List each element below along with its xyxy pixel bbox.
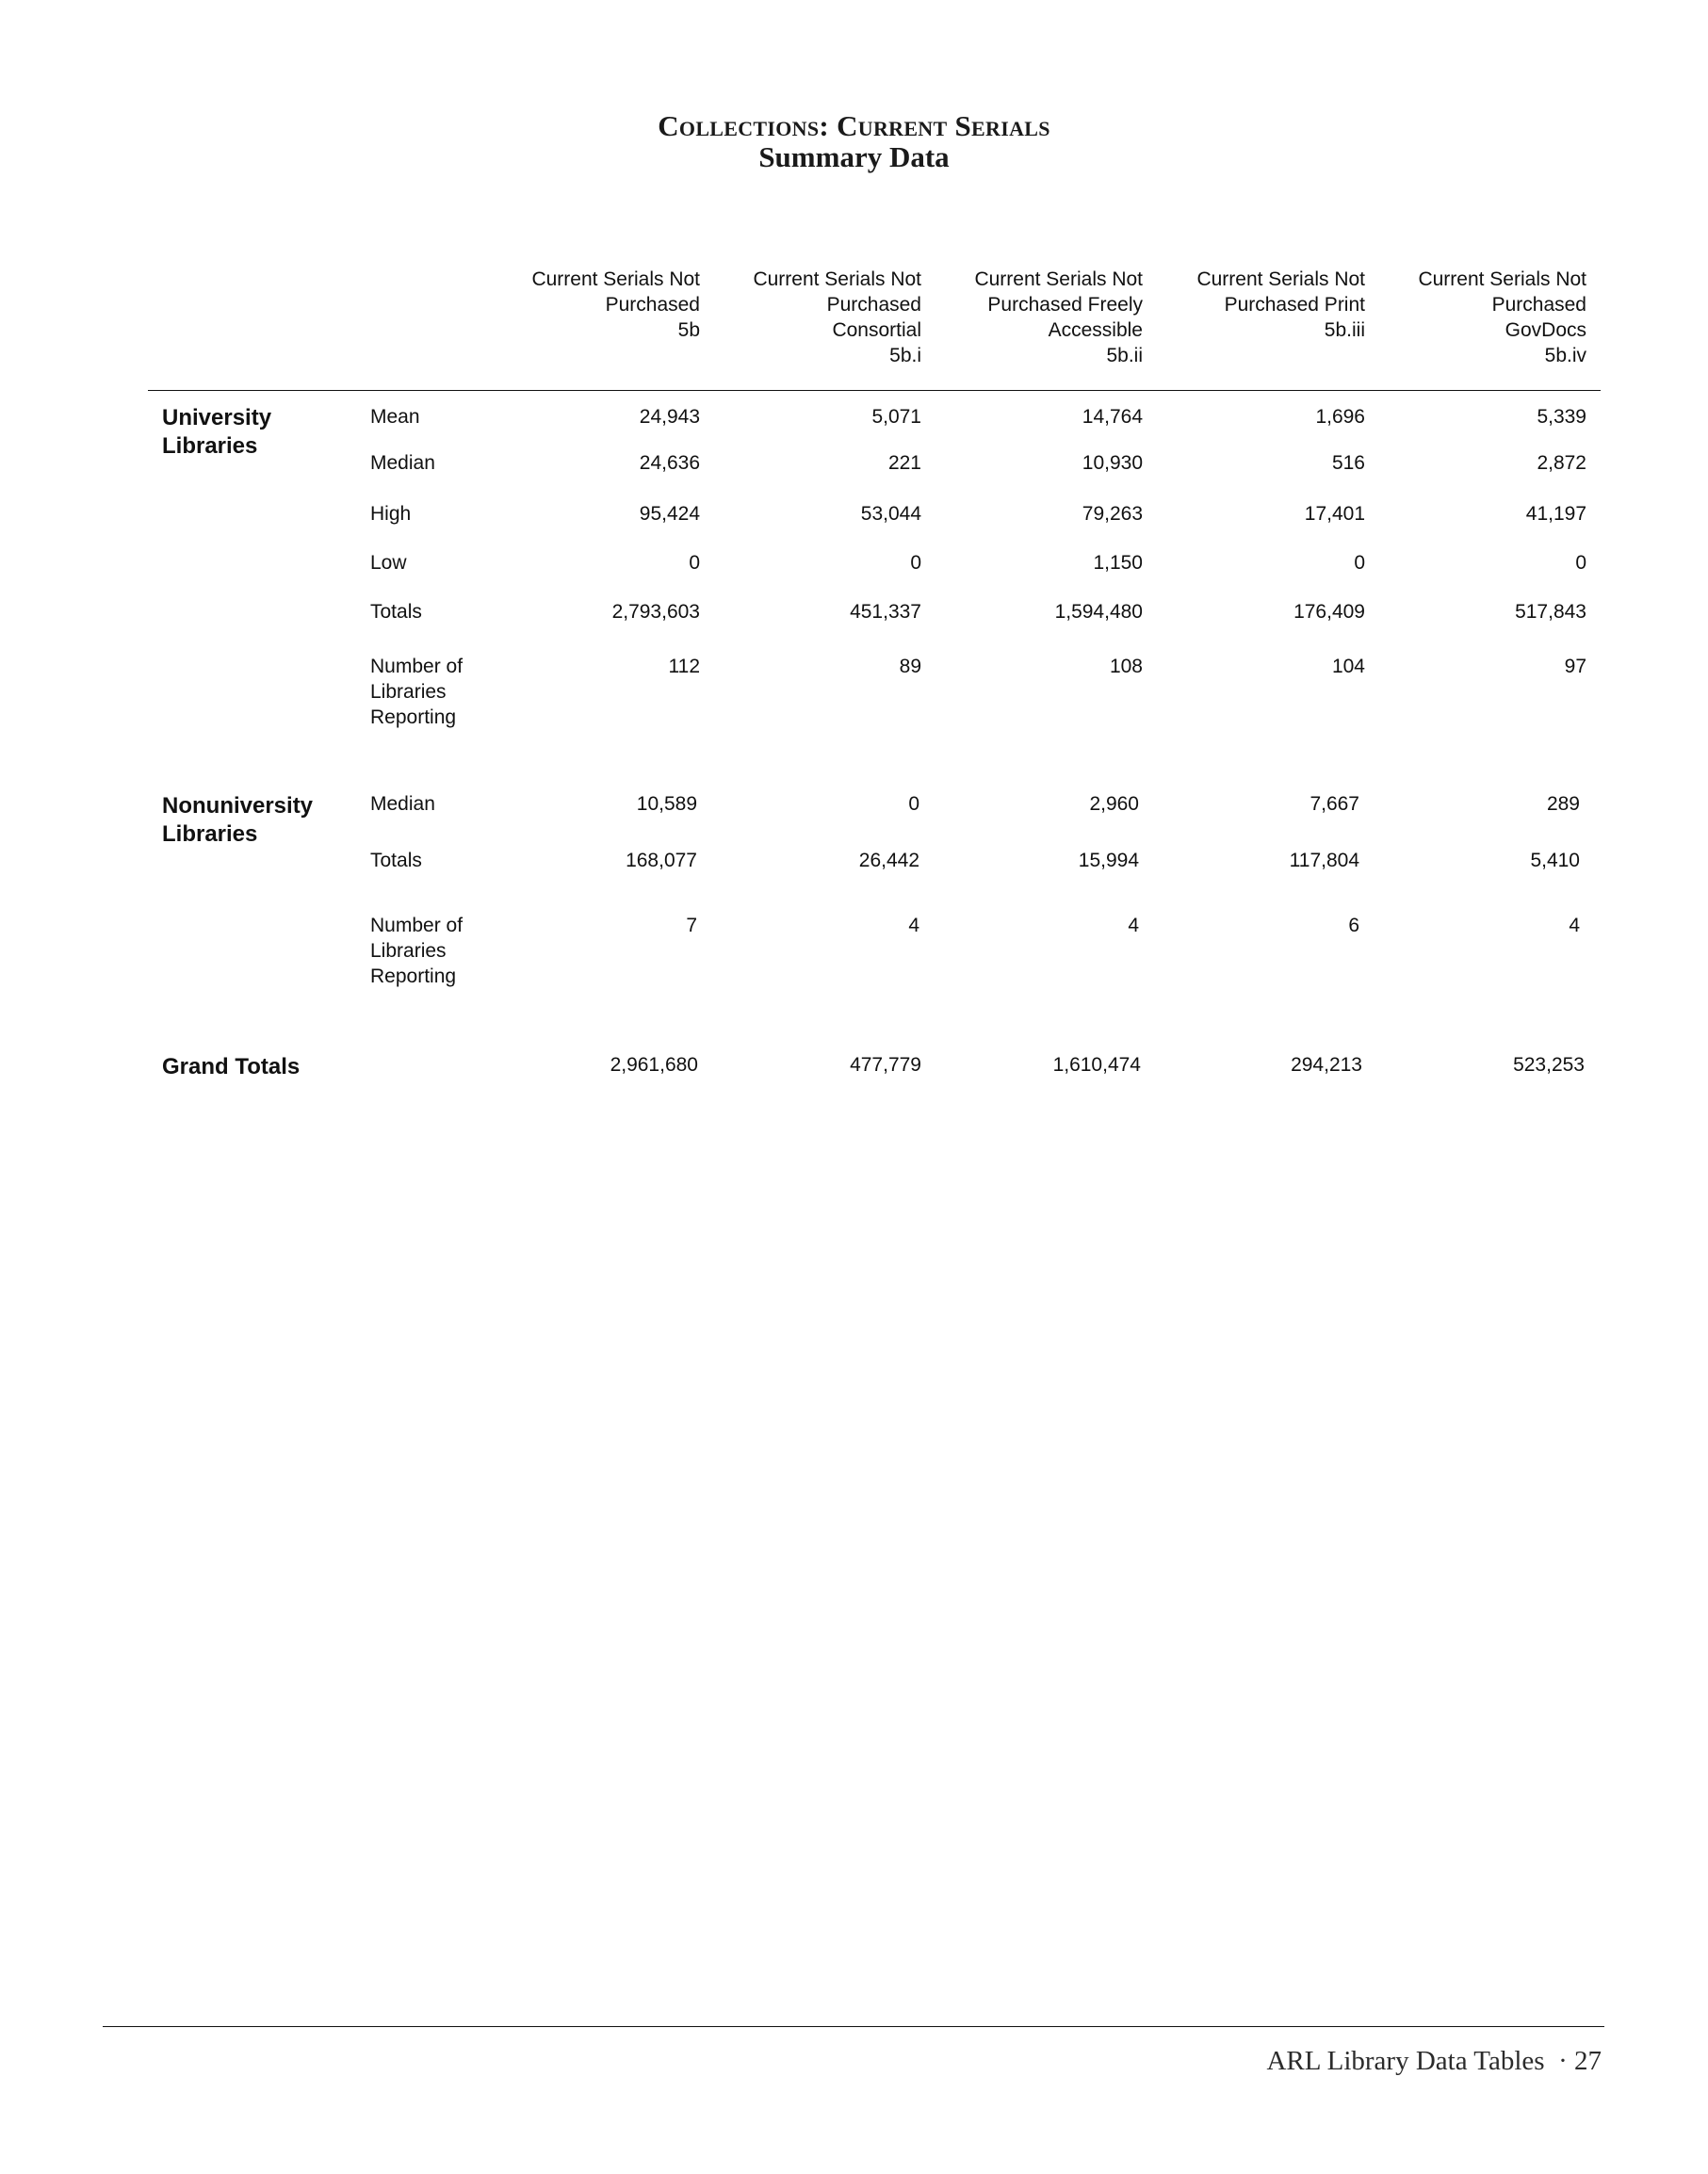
row-label-line: Number of xyxy=(370,656,464,677)
table-cell: 5,410 xyxy=(1530,850,1580,871)
row-label-line: Mean xyxy=(370,406,420,428)
row-label xyxy=(370,848,502,873)
row-label-line: Totals xyxy=(370,850,422,871)
table-cell: 1,150 xyxy=(1093,552,1143,574)
page-subtitle: Summary Data xyxy=(758,140,950,173)
row-label-line: Totals xyxy=(370,601,422,623)
column-header-line: Purchased Print xyxy=(1224,294,1365,316)
grand-total-cell: 523,253 xyxy=(1513,1054,1585,1076)
grand-total-cell: 294,213 xyxy=(1291,1054,1362,1076)
group-label-line: Libraries xyxy=(162,821,258,847)
group-label-university-libraries xyxy=(162,404,350,461)
table-cell: 10,930 xyxy=(1082,452,1143,474)
table-cell: 1,696 xyxy=(1315,406,1365,428)
table-cell: 4 xyxy=(1569,915,1580,936)
column-header-line: Purchased xyxy=(605,294,700,316)
grand-total-cell: 477,779 xyxy=(850,1054,921,1076)
column-header-line: Current Serials Not xyxy=(1418,268,1586,290)
column-header-line: Current Serials Not xyxy=(974,268,1143,290)
row-label-line: Median xyxy=(370,452,435,474)
table-cell: 0 xyxy=(910,552,921,574)
column-header xyxy=(474,267,700,343)
table-cell: 26,442 xyxy=(858,850,919,871)
row-label-line: Median xyxy=(370,793,435,815)
table-cell: 7,667 xyxy=(1309,793,1359,815)
table-cell: 168,077 xyxy=(626,850,697,871)
table-cell: 516 xyxy=(1331,452,1365,474)
table-cell: 17,401 xyxy=(1304,503,1365,525)
row-label-line: High xyxy=(370,503,412,525)
table-cell: 117,804 xyxy=(1289,850,1359,871)
column-header-line: Purchased xyxy=(826,294,921,316)
column-header-line: 5b.ii xyxy=(1106,345,1143,366)
group-label-line: University xyxy=(162,405,272,430)
grand-total-cell: 1,610,474 xyxy=(1052,1054,1141,1076)
column-header-line: Current Serials Not xyxy=(531,268,700,290)
row-label-line: Libraries xyxy=(370,940,447,962)
column-header-line: Accessible xyxy=(1048,319,1143,341)
column-header-line: 5b.iv xyxy=(1544,345,1586,366)
table-cell: 0 xyxy=(1354,552,1365,574)
table-cell: 4 xyxy=(1128,915,1139,936)
header-divider xyxy=(148,390,1601,391)
row-label xyxy=(370,550,502,576)
table-cell: 0 xyxy=(1575,552,1586,574)
table-cell: 517,843 xyxy=(1515,601,1586,623)
table-cell: 0 xyxy=(908,793,919,815)
column-header-line: 5b.i xyxy=(889,345,921,366)
table-cell: 451,337 xyxy=(850,601,921,623)
row-label-line: Libraries xyxy=(370,681,447,703)
column-header xyxy=(1139,267,1365,343)
table-cell: 176,409 xyxy=(1293,601,1365,623)
column-header-line: Current Serials Not xyxy=(753,268,921,290)
row-label xyxy=(370,404,502,430)
row-label xyxy=(370,501,502,527)
grand-totals-label: Grand Totals xyxy=(162,1054,301,1079)
grand-total-cell: 2,961,680 xyxy=(610,1054,698,1076)
column-header xyxy=(917,267,1143,368)
row-label xyxy=(370,654,502,730)
column-header xyxy=(1360,267,1586,368)
table-cell: 24,943 xyxy=(639,406,700,428)
column-header-line: Consortial xyxy=(832,319,921,341)
column-header-line: Purchased Freely xyxy=(987,294,1143,316)
table-cell: 5,339 xyxy=(1537,406,1586,428)
group-label-nonuniversity-libraries xyxy=(162,792,350,849)
row-label xyxy=(370,599,502,625)
table-cell: 2,960 xyxy=(1089,793,1139,815)
table-cell: 53,044 xyxy=(860,503,921,525)
table-cell: 24,636 xyxy=(639,452,700,474)
column-header-line: 5b.iii xyxy=(1324,319,1365,341)
table-cell: 15,994 xyxy=(1078,850,1139,871)
table-cell: 112 xyxy=(668,656,700,677)
table-cell: 41,197 xyxy=(1525,503,1586,525)
table-cell: 289 xyxy=(1546,793,1580,815)
row-label xyxy=(370,791,502,817)
column-header-line: 5b xyxy=(677,319,700,341)
column-header-line: GovDocs xyxy=(1505,319,1586,341)
table-cell: 14,764 xyxy=(1082,406,1143,428)
footer-divider xyxy=(103,2026,1604,2027)
table-cell: 89 xyxy=(899,656,921,677)
column-header-line: Purchased xyxy=(1491,294,1586,316)
page-title: Collections: Current Serials xyxy=(658,109,1050,142)
row-label xyxy=(370,450,502,476)
row-label-line: Low xyxy=(370,552,407,574)
group-label-line: Nonuniversity xyxy=(162,793,314,819)
table-cell: 104 xyxy=(1331,656,1365,677)
column-header xyxy=(695,267,921,368)
table-cell: 0 xyxy=(689,552,700,574)
table-cell: 6 xyxy=(1348,915,1359,936)
table-cell: 2,872 xyxy=(1537,452,1586,474)
row-label-line: Number of xyxy=(370,915,464,936)
table-cell: 221 xyxy=(887,452,921,474)
column-header-line: Current Serials Not xyxy=(1196,268,1365,290)
table-cell: 7 xyxy=(686,915,697,936)
table-cell: 108 xyxy=(1109,656,1143,677)
page-footer: ARL Library Data Tables · 27 xyxy=(1266,2046,1602,2076)
group-label-line: Libraries xyxy=(162,433,258,459)
table-cell: 10,589 xyxy=(636,793,697,815)
table-cell: 4 xyxy=(908,915,919,936)
table-cell: 79,263 xyxy=(1082,503,1143,525)
table-cell: 2,793,603 xyxy=(611,601,700,623)
row-label xyxy=(370,913,502,989)
table-cell: 97 xyxy=(1564,656,1586,677)
table-cell: 1,594,480 xyxy=(1054,601,1143,623)
row-label-line: Reporting xyxy=(370,965,457,987)
row-label-line: Reporting xyxy=(370,706,457,728)
table-cell: 95,424 xyxy=(639,503,700,525)
table-cell: 5,071 xyxy=(871,406,921,428)
